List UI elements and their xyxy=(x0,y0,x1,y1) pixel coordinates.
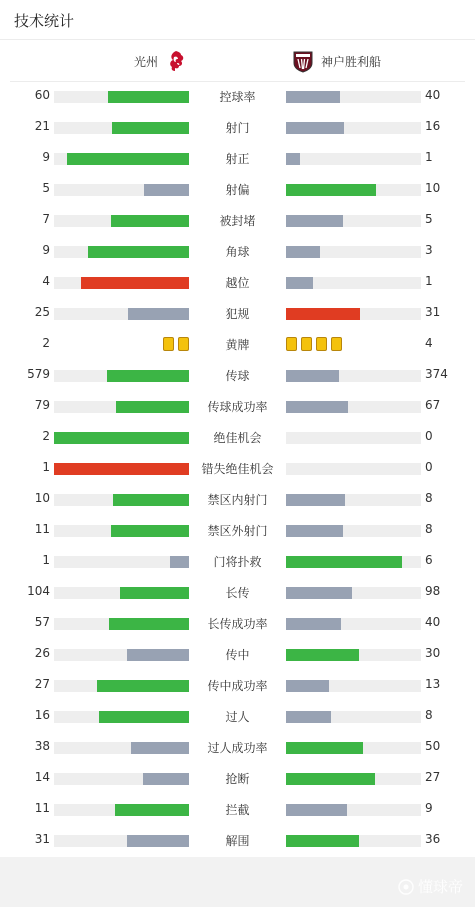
watermark-text: 懂球帝 xyxy=(417,878,463,896)
away-stat-value: 31 xyxy=(425,305,441,319)
home-stat-bar xyxy=(54,773,189,785)
stat-label: 传球成功率 xyxy=(207,400,268,414)
home-team-name: 光州 xyxy=(133,54,158,69)
stat-row xyxy=(0,484,475,515)
home-stat-value: 2 xyxy=(42,336,50,350)
page-title: 技术统计 xyxy=(14,12,75,30)
stat-label: 禁区内射门 xyxy=(207,493,268,507)
home-stat-value: 1 xyxy=(42,553,50,567)
home-stat-bar-fill xyxy=(54,432,189,444)
stat-label: 过人 xyxy=(225,710,250,724)
away-stat-bar xyxy=(286,587,421,599)
home-stat-value: 27 xyxy=(34,677,50,691)
stat-row xyxy=(0,81,475,112)
stat-label: 犯规 xyxy=(225,307,250,321)
watermark xyxy=(398,876,463,897)
stat-row xyxy=(0,236,475,267)
home-stat-bar xyxy=(54,153,189,165)
home-stat-value: 25 xyxy=(34,305,50,319)
stat-label: 抢断 xyxy=(225,772,250,786)
away-stat-bar-fill xyxy=(286,122,344,134)
home-stat-bar xyxy=(54,91,189,103)
away-stat-bar-fill xyxy=(286,649,359,661)
home-stat-bar xyxy=(54,587,189,599)
away-yellow-cards xyxy=(286,337,342,351)
home-stat-value: 79 xyxy=(34,398,50,412)
home-stat-bar-fill xyxy=(88,246,189,258)
home-stat-bar-fill xyxy=(113,494,189,506)
home-stat-value: 21 xyxy=(34,119,50,133)
away-stat-value: 1 xyxy=(425,274,433,288)
yellow-card-icon xyxy=(316,337,327,351)
away-stat-bar-fill xyxy=(286,711,331,723)
stat-label: 长传 xyxy=(225,586,250,600)
away-stat-value: 8 xyxy=(425,491,433,505)
stat-row xyxy=(0,329,475,360)
away-stat-value: 9 xyxy=(425,801,433,815)
stat-row xyxy=(0,112,475,143)
page-header xyxy=(0,0,475,40)
stat-label: 解围 xyxy=(225,834,250,848)
yellow-card-icon xyxy=(178,337,189,351)
away-stat-bar xyxy=(286,556,421,568)
away-stat-value: 30 xyxy=(425,646,441,660)
stat-label: 禁区外射门 xyxy=(207,524,268,538)
yellow-card-icon xyxy=(301,337,312,351)
away-team[interactable] xyxy=(292,49,381,73)
away-stat-value: 5 xyxy=(425,212,433,226)
stat-row xyxy=(0,639,475,670)
away-stat-value: 13 xyxy=(425,677,441,691)
away-stat-bar xyxy=(286,649,421,661)
home-stat-bar xyxy=(54,711,189,723)
away-stat-value: 40 xyxy=(425,88,441,102)
home-stat-bar-fill xyxy=(143,773,189,785)
home-stat-value: 26 xyxy=(34,646,50,660)
away-stat-bar xyxy=(286,432,421,444)
away-stat-value: 8 xyxy=(425,708,433,722)
home-stat-value: 14 xyxy=(34,770,50,784)
home-stat-bar xyxy=(54,525,189,537)
yellow-card-icon xyxy=(163,337,174,351)
home-stat-bar-fill xyxy=(67,153,189,165)
home-stat-bar xyxy=(54,184,189,196)
stat-label: 传中成功率 xyxy=(207,679,268,693)
away-stat-value: 27 xyxy=(425,770,441,784)
away-stat-value: 50 xyxy=(425,739,441,753)
stat-row xyxy=(0,577,475,608)
home-stat-bar xyxy=(54,370,189,382)
footer xyxy=(0,857,475,907)
stat-row xyxy=(0,546,475,577)
stat-row xyxy=(0,205,475,236)
away-stat-value: 8 xyxy=(425,522,433,536)
home-yellow-cards xyxy=(163,337,189,351)
away-stat-bar xyxy=(286,370,421,382)
away-stat-bar xyxy=(286,773,421,785)
home-stat-value: 60 xyxy=(34,88,50,102)
away-stat-bar-fill xyxy=(286,525,343,537)
away-stat-bar-fill xyxy=(286,618,341,630)
away-stat-bar-fill xyxy=(286,277,313,289)
stat-label: 射门 xyxy=(225,121,250,135)
away-stat-bar xyxy=(286,184,421,196)
away-stat-bar xyxy=(286,494,421,506)
away-stat-value: 67 xyxy=(425,398,441,412)
home-stat-bar xyxy=(54,649,189,661)
home-stat-bar-fill xyxy=(127,649,189,661)
stat-row xyxy=(0,825,475,856)
stat-label: 绝佳机会 xyxy=(213,431,262,445)
vissel-kobe-crest-icon xyxy=(292,49,314,73)
away-stat-value: 4 xyxy=(425,336,433,350)
yellow-card-icon xyxy=(286,337,297,351)
home-stat-bar-fill xyxy=(127,835,189,847)
away-stat-bar xyxy=(286,277,421,289)
away-stat-bar xyxy=(286,804,421,816)
away-stat-bar xyxy=(286,711,421,723)
home-stat-bar xyxy=(54,122,189,134)
home-stat-bar xyxy=(54,618,189,630)
home-stat-bar xyxy=(54,215,189,227)
stat-label: 长传成功率 xyxy=(207,617,268,631)
away-stat-bar xyxy=(286,525,421,537)
stat-row xyxy=(0,360,475,391)
home-stat-value: 579 xyxy=(27,367,50,381)
away-stat-bar xyxy=(286,835,421,847)
home-stat-bar xyxy=(54,432,189,444)
home-stat-bar xyxy=(54,308,189,320)
stat-row xyxy=(0,701,475,732)
stat-row xyxy=(0,174,475,205)
away-stat-value: 374 xyxy=(425,367,448,381)
away-stat-value: 0 xyxy=(425,429,433,443)
home-stat-bar xyxy=(54,494,189,506)
away-stat-bar-fill xyxy=(286,773,375,785)
stat-row xyxy=(0,143,475,174)
home-stat-bar-fill xyxy=(111,525,189,537)
away-stat-value: 6 xyxy=(425,553,433,567)
stat-label: 门将扑救 xyxy=(213,555,262,569)
home-stat-bar-fill xyxy=(108,91,189,103)
away-stat-bar xyxy=(286,680,421,692)
away-stat-bar xyxy=(286,308,421,320)
stat-label: 越位 xyxy=(225,276,250,290)
stat-row xyxy=(0,763,475,794)
away-stat-bar-fill xyxy=(286,587,352,599)
stat-label: 传球 xyxy=(225,369,250,383)
home-stat-bar-fill xyxy=(128,308,189,320)
away-stat-value: 1 xyxy=(425,150,433,164)
stat-label: 拦截 xyxy=(225,803,250,817)
home-stat-bar-fill xyxy=(54,463,189,475)
away-stat-bar xyxy=(286,91,421,103)
away-stat-bar-fill xyxy=(286,804,347,816)
away-stat-bar-fill xyxy=(286,153,300,165)
stat-label: 角球 xyxy=(225,245,250,259)
stat-label: 错失绝佳机会 xyxy=(201,462,274,476)
away-stat-bar-fill xyxy=(286,401,348,413)
home-stat-bar xyxy=(54,277,189,289)
home-stat-value: 38 xyxy=(34,739,50,753)
stats-list xyxy=(0,81,475,856)
home-stat-bar xyxy=(54,835,189,847)
home-stat-value: 104 xyxy=(27,584,50,598)
stat-row xyxy=(0,608,475,639)
home-stat-bar-fill xyxy=(116,401,189,413)
away-stat-bar-fill xyxy=(286,308,360,320)
away-stat-bar-fill xyxy=(286,835,359,847)
yellow-card-icon xyxy=(331,337,342,351)
away-stat-bar xyxy=(286,153,421,165)
away-stat-bar-fill xyxy=(286,556,402,568)
home-stat-value: 7 xyxy=(42,212,50,226)
home-stat-bar xyxy=(54,401,189,413)
away-stat-bar-fill xyxy=(286,370,339,382)
home-stat-value: 9 xyxy=(42,150,50,164)
away-stat-value: 40 xyxy=(425,615,441,629)
home-stat-value: 16 xyxy=(34,708,50,722)
stat-label: 控球率 xyxy=(219,90,256,104)
home-stat-value: 31 xyxy=(34,832,50,846)
home-stat-value: 5 xyxy=(42,181,50,195)
away-stat-value: 16 xyxy=(425,119,441,133)
away-stat-bar-fill xyxy=(286,494,345,506)
home-team[interactable] xyxy=(134,49,187,73)
home-stat-bar-fill xyxy=(81,277,189,289)
away-stat-bar xyxy=(286,463,421,475)
away-stat-bar xyxy=(286,401,421,413)
home-stat-bar-fill xyxy=(131,742,189,754)
away-stat-bar-fill xyxy=(286,742,363,754)
home-stat-bar xyxy=(54,804,189,816)
stat-row xyxy=(0,453,475,484)
home-stat-value: 9 xyxy=(42,243,50,257)
home-stat-bar-fill xyxy=(112,122,189,134)
stat-row xyxy=(0,732,475,763)
home-stat-bar xyxy=(54,680,189,692)
stat-row xyxy=(0,670,475,701)
home-stat-bar-fill xyxy=(99,711,189,723)
stat-label: 被封堵 xyxy=(219,214,256,228)
stat-row xyxy=(0,391,475,422)
home-stat-bar-fill xyxy=(170,556,189,568)
away-stat-value: 0 xyxy=(425,460,433,474)
home-stat-bar-fill xyxy=(109,618,189,630)
home-stat-bar-fill xyxy=(107,370,189,382)
away-stat-bar-fill xyxy=(286,215,343,227)
stat-label: 黄牌 xyxy=(225,338,250,352)
stat-row xyxy=(0,794,475,825)
home-stat-value: 11 xyxy=(34,801,50,815)
away-stat-bar-fill xyxy=(286,91,340,103)
away-stat-bar-fill xyxy=(286,680,329,692)
team-header xyxy=(10,41,465,82)
home-stat-bar xyxy=(54,742,189,754)
away-stat-bar xyxy=(286,618,421,630)
home-stat-value: 10 xyxy=(34,491,50,505)
away-team-name: 神户胜利船 xyxy=(321,54,382,69)
home-stat-bar xyxy=(54,246,189,258)
away-stat-bar xyxy=(286,246,421,258)
stat-label: 射偏 xyxy=(225,183,250,197)
home-stat-bar xyxy=(54,556,189,568)
home-stat-value: 4 xyxy=(42,274,50,288)
stat-label: 传中 xyxy=(225,648,250,662)
away-stat-bar xyxy=(286,122,421,134)
home-stat-bar-fill xyxy=(115,804,189,816)
soccer-ball-icon xyxy=(398,879,414,895)
home-stat-bar-fill xyxy=(144,184,189,196)
stat-row xyxy=(0,515,475,546)
away-stat-bar xyxy=(286,215,421,227)
stat-row xyxy=(0,422,475,453)
stat-label: 过人成功率 xyxy=(207,741,268,755)
home-stat-bar xyxy=(54,463,189,475)
home-stat-value: 1 xyxy=(42,460,50,474)
stat-row xyxy=(0,267,475,298)
away-stat-value: 10 xyxy=(425,181,441,195)
away-stat-bar xyxy=(286,742,421,754)
away-stat-value: 36 xyxy=(425,832,441,846)
home-stat-value: 11 xyxy=(34,522,50,536)
away-stat-bar-fill xyxy=(286,246,320,258)
away-stat-value: 98 xyxy=(425,584,441,598)
home-stat-bar-fill xyxy=(111,215,189,227)
stat-label: 射正 xyxy=(225,152,250,166)
home-stat-bar-fill xyxy=(97,680,189,692)
home-stat-value: 57 xyxy=(34,615,50,629)
kwangju-phoenix-logo-icon xyxy=(165,49,187,73)
home-stat-bar-fill xyxy=(120,587,189,599)
stat-row xyxy=(0,298,475,329)
away-stat-bar-fill xyxy=(286,184,376,196)
home-stat-value: 2 xyxy=(42,429,50,443)
away-stat-value: 3 xyxy=(425,243,433,257)
